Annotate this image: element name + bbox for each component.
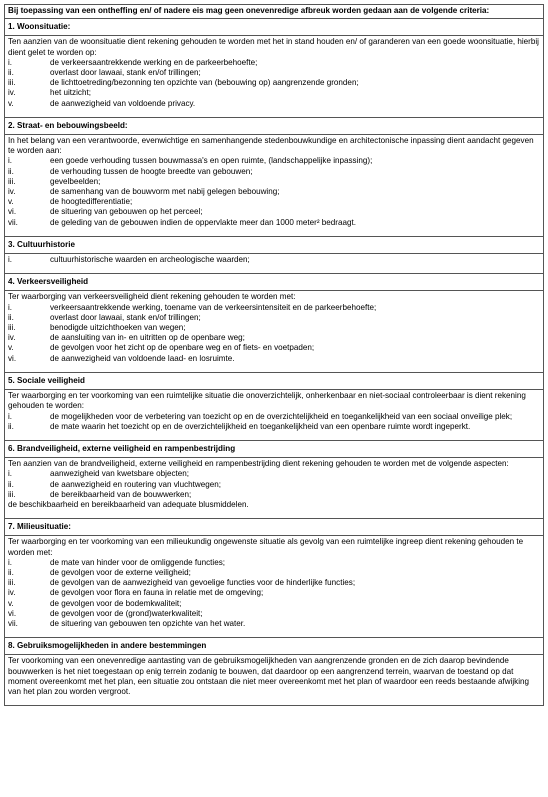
list-item <box>8 218 540 228</box>
section-spacer <box>8 265 540 271</box>
list-item <box>8 99 540 109</box>
section-heading: 6. Brandveiligheid, externe veiligheid en rampenbestrijding <box>5 440 544 457</box>
list-item-number: iv. <box>8 88 16 98</box>
list-item-number: i. <box>8 302 13 312</box>
section-text: In het belang van een verantwoorde, evenwichtige en samenhangende stedenbouwkundige en architectonische inpassing dient aandacht gegeven te worden aan: <box>8 136 534 156</box>
list-item-text: de mogelijkheden voor de verbetering van toezicht op en de overzichtelijkheid en toegankelijkheid van een sociaal onveilige plek; <box>50 411 513 421</box>
list-item-text: de aanwezigheid en routering van vluchtwegen; <box>50 479 221 489</box>
list-item <box>8 354 540 364</box>
section-heading: 4. Verkeersveiligheid <box>5 274 544 291</box>
list-item <box>8 578 540 588</box>
list-item-number: i. <box>8 469 13 479</box>
section-spacer <box>8 228 540 234</box>
section-body <box>5 536 544 638</box>
criteria-table <box>4 4 544 706</box>
list-item-number: i. <box>8 411 13 421</box>
list-item-text: de verkeersaantrekkende werking en de parkeerbehoefte; <box>50 57 258 67</box>
list-item-text: een goede verhouding tussen bouwmassa's en open ruimte, (landschappelijke inpassing); <box>50 156 373 166</box>
list-item-number: vi. <box>8 353 17 363</box>
list-item-text: de gevolgen voor flora en fauna in relatie met de omgeving; <box>50 588 264 598</box>
section-body <box>5 135 544 237</box>
list-item <box>8 333 540 343</box>
list-item-number: ii. <box>8 312 14 322</box>
list-item-number: i. <box>8 255 13 265</box>
list-item <box>8 156 540 166</box>
document-page <box>4 4 544 706</box>
section-spacer <box>8 432 540 438</box>
list-item-text: de gevolgen voor de (grond)waterkwaliteit; <box>50 608 203 618</box>
list-item-number: v. <box>8 197 14 207</box>
section-closing-text: de beschikbaarheid en bereikbaarheid van adequate blusmiddelen. <box>8 499 249 509</box>
list-item-text: cultuurhistorische waarden en archeologische waarden; <box>50 255 250 265</box>
section-heading: 2. Straat- en bebouwingsbeeld: <box>5 117 544 134</box>
section-heading: 7. Milieusituatie: <box>5 519 544 536</box>
list-item <box>8 480 540 490</box>
list-item-number: i. <box>8 557 13 567</box>
list-item-number: iii. <box>8 578 16 588</box>
list-item-text: het uitzicht; <box>50 88 91 98</box>
list-item <box>8 619 540 629</box>
section-body <box>5 390 544 441</box>
list-item <box>8 343 540 353</box>
list-item <box>8 68 540 78</box>
list-item <box>8 78 540 88</box>
section-body <box>5 291 544 372</box>
list-item-number: v. <box>8 98 14 108</box>
list-item <box>8 422 540 432</box>
list-item-text: de bereikbaarheid van de bouwwerken; <box>50 489 192 499</box>
list-item-text: de lichttoetreding/bezonning ten opzichte van (bebouwing op) aangrenzende gronden; <box>50 78 359 88</box>
list-item <box>8 568 540 578</box>
list-item-text: benodigde uitzichthoeken van wegen; <box>50 323 186 333</box>
list-item <box>8 187 540 197</box>
section-text: Ten aanzien van de brandveiligheid, externe veiligheid en rampenbestrijding dient rekening gehouden te worden met de volgende aspecten: <box>8 459 509 469</box>
list-item-number: iii. <box>8 176 16 186</box>
section-text: Ter waarborging en ter voorkoming van een ruimtelijke situatie die onoverzichtelijk, onherkenbaar en niet-sociaal controleerbaar is dient rekening gehouden te worden: <box>8 391 526 411</box>
list-item-text: de aanwezigheid van voldoende privacy. <box>50 98 196 108</box>
list-item <box>8 207 540 217</box>
list-item-text: de verhouding tussen de hoogte breedte van gebouwen; <box>50 166 253 176</box>
section-heading: 1. Woonsituatie: <box>5 19 544 36</box>
section-spacer <box>8 364 540 370</box>
list-item-text: de gevolgen van de aanwezigheid van gevoelige functies voor de hinderlijke functies; <box>50 578 356 588</box>
list-item-number: vii. <box>8 217 18 227</box>
intro-text: Bij toepassing van een ontheffing en/ of nadere eis mag geen onevenredige afbreuk worden gedaan aan de volgende criteria: <box>5 5 544 19</box>
list-item <box>8 599 540 609</box>
section-spacer <box>8 697 540 703</box>
section-spacer <box>8 629 540 635</box>
list-item-number: vii. <box>8 618 18 628</box>
section-body <box>5 655 544 706</box>
list-item-number: iii. <box>8 78 16 88</box>
list-item-number: iv. <box>8 187 16 197</box>
list-item-number: vi. <box>8 207 17 217</box>
list-item <box>8 469 540 479</box>
section-heading: 3. Cultuurhistorie <box>5 236 544 253</box>
section-text: Ter voorkoming van een onevenredige aantasting van de gebruiksmogelijkheden van aangrenzende gronden en de zich daarop bevindende bouwwerken is het niet toegestaan op enig terrein zodanig te bouwen, dat daardoor op een aangrenzend terrein, waarvan de toestand op dat moment overeenkomt met het plan, een situatie zou ontstaan die niet meer overeenkomt met het plan of waardoor een reeds bestaande afwijking van het plan zou worden vergroot. <box>8 656 530 696</box>
list-item-number: ii. <box>8 68 14 78</box>
list-item-number: ii. <box>8 567 14 577</box>
list-item-text: de situering van gebouwen ten opzichte van het water. <box>50 618 246 628</box>
list-item <box>8 255 540 265</box>
section-text: Ter waarborging en ter voorkoming van een milieukundig ongewenste situatie als gevolg van een ruimtelijke ingreep dient rekening gehouden te worden met: <box>8 537 524 557</box>
list-item <box>8 167 540 177</box>
list-item-text: de mate waarin het toezicht op en de overzichtelijkheid en toegankelijkheid van een openbare ruimte wordt ingeperkt. <box>50 421 471 431</box>
list-item-number: i. <box>8 57 13 67</box>
list-item-text: de hoogtedifferentiatie; <box>50 197 133 207</box>
list-item <box>8 58 540 68</box>
list-item-text: de gevolgen voor de bodemkwaliteit; <box>50 598 182 608</box>
section-heading: 8. Gebruiksmogelijkheden in andere bestemmingen <box>5 638 544 655</box>
list-item-number: v. <box>8 598 14 608</box>
list-item <box>8 313 540 323</box>
list-item-number: iv. <box>8 333 16 343</box>
list-item-text: de situering van gebouwen op het perceel; <box>50 207 203 217</box>
section-text: Ten aanzien van de woonsituatie dient rekening gehouden te worden met het in stand houden en/ of garanderen van een goede woonsituatie, hierbij dient gelet te worden op: <box>8 37 539 57</box>
list-item-text: de gevolgen voor de externe veiligheid; <box>50 567 191 577</box>
list-item-text: de gevolgen voor het zicht op de openbare weg en of fiets- en voetpaden; <box>50 343 315 353</box>
list-item <box>8 177 540 187</box>
list-item-text: aanwezigheid van kwetsbare objecten; <box>50 469 190 479</box>
list-item-number: ii. <box>8 421 14 431</box>
section-body <box>5 458 544 519</box>
list-item-text: verkeersaantrekkende werking, toename van de verkeersintensiteit en de parkeerbehoefte; <box>50 302 377 312</box>
list-item <box>8 197 540 207</box>
list-item-number: ii. <box>8 479 14 489</box>
list-item-number: iii. <box>8 489 16 499</box>
section-heading: 5. Sociale veiligheid <box>5 372 544 389</box>
list-item-text: overlast door lawaai, stank en/of trillingen; <box>50 68 201 78</box>
list-item <box>8 558 540 568</box>
list-item-number: i. <box>8 156 13 166</box>
list-item <box>8 609 540 619</box>
list-item-number: iv. <box>8 588 16 598</box>
list-item-text: de mate van hinder voor de omliggende functies; <box>50 557 226 567</box>
list-item-text: overlast door lawaai, stank en/of trillingen; <box>50 312 201 322</box>
list-item-text: gevelbeelden; <box>50 176 101 186</box>
list-item <box>8 323 540 333</box>
list-item-number: iii. <box>8 323 16 333</box>
list-item-text: de aanwezigheid van voldoende laad- en losruimte. <box>50 353 235 363</box>
section-spacer <box>8 510 540 516</box>
list-item-text: de aansluiting van in- en uitritten op de openbare weg; <box>50 333 245 343</box>
section-body <box>5 254 544 274</box>
list-item-number: v. <box>8 343 14 353</box>
list-item <box>8 588 540 598</box>
list-item-number: ii. <box>8 166 14 176</box>
section-text: Ter waarborging van verkeersveiligheid dient rekening gehouden te worden met: <box>8 292 296 302</box>
section-body <box>5 36 544 117</box>
list-item-number: vi. <box>8 608 17 618</box>
list-item <box>8 88 540 98</box>
list-item-text: de samenhang van de bouwvorm met nabij gelegen bebouwing; <box>50 187 280 197</box>
list-item <box>8 303 540 313</box>
section-spacer <box>8 109 540 115</box>
list-item-text: de geleding van de gebouwen indien de oppervlakte meer dan 1000 meter² bedraagt. <box>50 217 356 227</box>
list-item <box>8 412 540 422</box>
list-item <box>8 490 540 500</box>
